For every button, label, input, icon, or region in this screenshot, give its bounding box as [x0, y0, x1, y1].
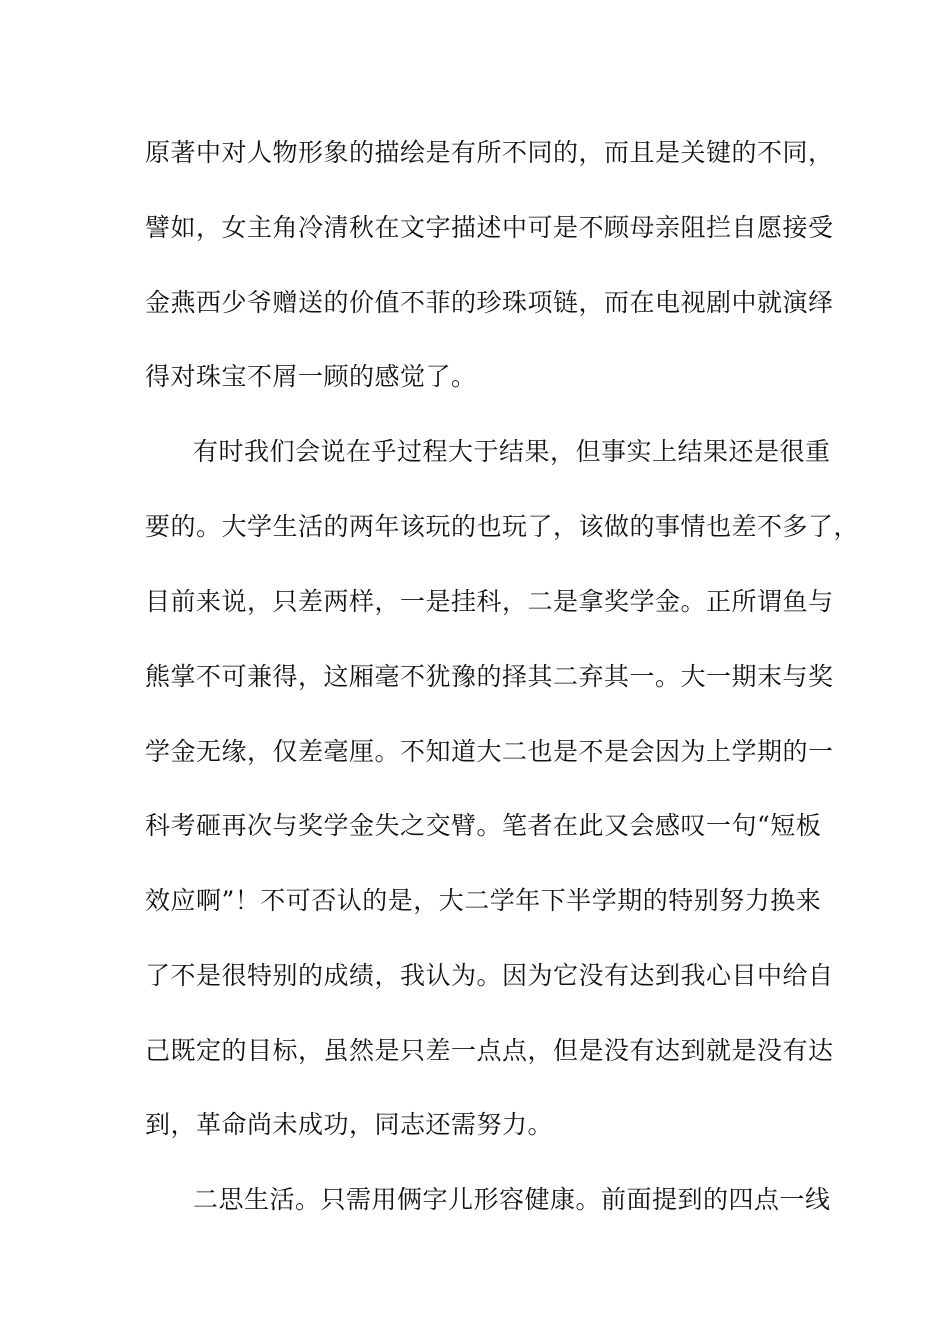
text-line: 原著中对人物形象的描绘是有所不同的，而且是关键的不同，: [145, 138, 834, 167]
text-line: 效应啊”！不可否认的是，大二学年下半学期的特别努力换来: [145, 886, 822, 915]
text-line: 要的。大学生活的两年该玩的也玩了，该做的事情也差不多了，: [145, 512, 860, 541]
text-line: 学金无缘，仅差毫厘。不知道大二也是不是会因为上学期的一: [145, 737, 834, 766]
paragraph-first-line: 有时我们会说在乎过程大于结果，但事实上结果还是很重: [193, 437, 831, 466]
text-line: 譬如，女主角冷清秋在文字描述中可是不顾母亲阻拦自愿接受: [145, 213, 834, 242]
text-line: 到，革命尚未成功，同志还需努力。: [145, 1110, 554, 1139]
text-line: 熊掌不可兼得，这厢毫不犹豫的择其二弃其一。大一期末与奖: [145, 662, 834, 691]
paragraph-first-line: 二思生活。只需用俩字儿形容健康。前面提到的四点一线: [193, 1185, 831, 1214]
text-line: 目前来说，只差两样，一是挂科，二是拿奖学金。正所谓鱼与: [145, 587, 834, 616]
text-line: 己既定的目标，虽然是只差一点点，但是没有达到就是没有达: [145, 1036, 834, 1065]
text-line: 得对珠宝不屑一顾的感觉了。: [145, 362, 477, 391]
text-line: 金燕西少爷赠送的价值不菲的珍珠项链，而在电视剧中就演绎: [145, 288, 834, 317]
text-line: 科考砸再次与奖学金失之交臂。笔者在此又会感叹一句“短板: [145, 811, 822, 840]
text-line: 了不是很特别的成绩，我认为。因为它没有达到我心目中给自: [145, 961, 834, 990]
